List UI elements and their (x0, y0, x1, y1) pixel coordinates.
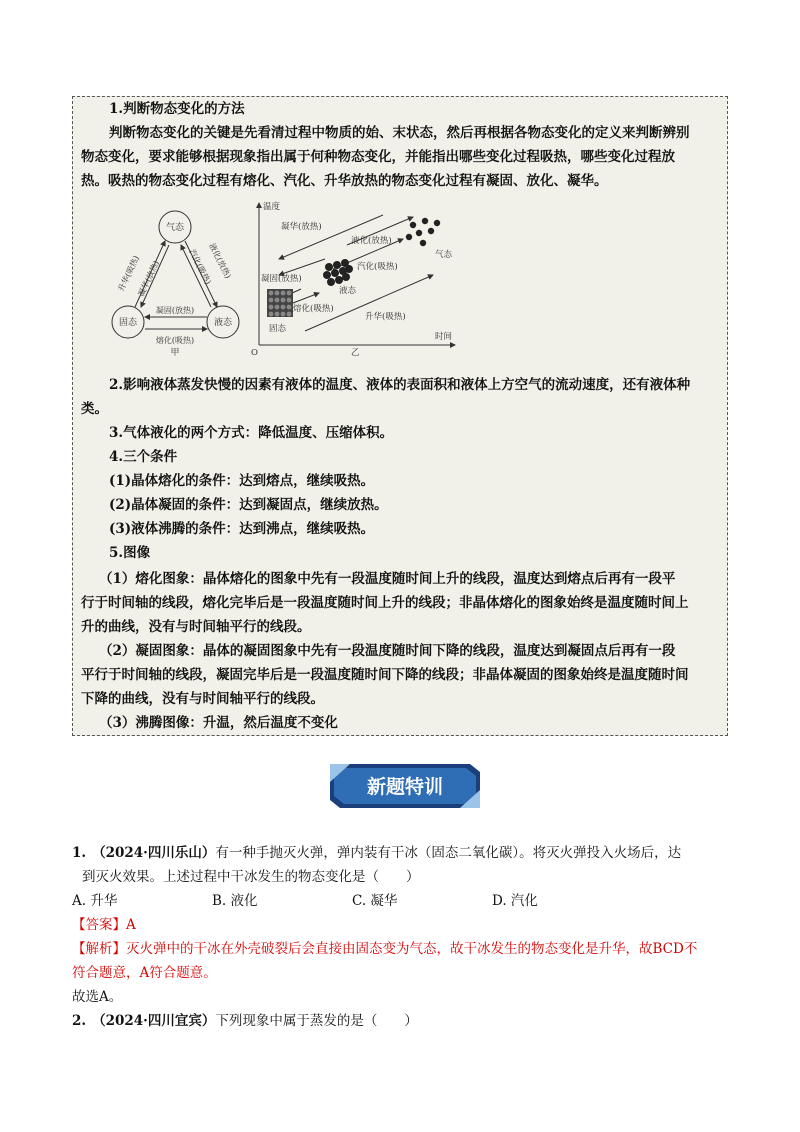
q1-answer: 【答案】A (72, 917, 136, 933)
caption-yi: 乙 (351, 348, 360, 357)
label-solid-yi: 固态 (269, 324, 287, 334)
x-axis-label: 时间 (435, 332, 453, 342)
q1-number: 1. (72, 845, 87, 861)
label-gas-yi: 气态 (435, 250, 453, 260)
graph1-line2: 行于时间轴的线段，熔化完毕后是一段温度随时间上升的线段；非晶体熔化的图象始终是温度随时间上 (81, 595, 689, 611)
label-liquid-yi: 液态 (339, 286, 357, 296)
graph2-line1: （2）凝固图象：晶体的凝固图象中先有一段温度随时间下降的线段，温度达到凝固点后再有一段 (99, 643, 676, 659)
label-sublimation-yi: 升华(吸热) (365, 312, 406, 322)
q1-conclusion: 故选A。 (72, 989, 123, 1005)
label-vaporization-jia: 汽化(吸热) (187, 247, 213, 286)
label-melting-jia: 熔化(吸热) (155, 336, 195, 345)
q1-option-c[interactable]: C. 凝华 (352, 893, 398, 909)
condition-solidification: (2)晶体凝固的条件：达到凝固点，继续放热。 (109, 497, 388, 513)
label-solidification-yi: 凝固(放热) (261, 274, 302, 284)
section-banner (330, 764, 480, 808)
diagram-jia (112, 211, 239, 357)
origin-label: O (251, 348, 258, 357)
q1-options (72, 893, 672, 909)
label-gas: 气态 (165, 223, 185, 233)
liquid-particles-icon (323, 259, 353, 286)
heading-method: 1.判断物态变化的方法 (109, 101, 245, 117)
graph1-line3: 升的曲线，没有与时间轴平行的线段。 (81, 619, 311, 635)
label-vaporization-yi: 汽化(吸热) (357, 262, 398, 272)
label-deposition-jia: 凝华(放热) (136, 259, 161, 298)
label-solid: 固态 (118, 318, 138, 328)
knowledge-summary-box (72, 96, 728, 736)
solid-particles-icon (267, 289, 293, 317)
q1-option-b[interactable]: B. 液化 (212, 893, 258, 909)
y-axis-label: 温度 (263, 202, 281, 212)
graph1-line1: （1）熔化图象：晶体熔化的图象中先有一段温度随时间上升的线段，温度达到熔点后再有一段平 (99, 571, 676, 587)
label-liquefaction-jia: 液化(放热) (207, 241, 233, 280)
q1-option-d[interactable]: D. 汽化 (492, 893, 538, 909)
graph2-line2: 平行于时间轴的线段，凝固完毕后是一段温度随时间下降的线段；非晶体凝固的图象始终是温度随时间 (81, 667, 689, 683)
item2-line1: 2.影响液体蒸发快慢的因素有液体的温度、液体的表面积和液体上方空气的流动速度，还有液体种 (109, 377, 691, 393)
diagram-yi (251, 201, 455, 357)
q2-number: 2. (72, 1013, 87, 1029)
gas-particles-icon (406, 218, 440, 246)
graph3: （3）沸腾图像：升温，然后温度不变化 (99, 715, 338, 731)
graph2-line3: 下降的曲线，没有与时间轴平行的线段。 (81, 691, 324, 707)
condition-boiling: (3)液体沸腾的条件：达到沸点，继续吸热。 (109, 521, 375, 537)
item3: 3.气体液化的两个方式：降低温度、压缩体积。 (109, 425, 394, 441)
banner-title: 新题特训 (366, 776, 444, 798)
q1-stem-line2: 到灭火效果。上述过程中干冰发生的物态变化是（ ） (82, 869, 420, 885)
q2-stem: 下列现象中属于蒸发的是（ ） (215, 1013, 418, 1029)
label-sublimation-jia: 升华(吸热) (116, 254, 141, 293)
para1-line3: 热。吸热的物态变化过程有熔化、汽化、升华放热的物态变化过程有凝固、放化、凝华。 (81, 173, 608, 189)
item5-heading: 5.图像 (109, 545, 151, 561)
label-liquefaction-yi: 液化(放热) (351, 236, 392, 246)
item4-heading: 4.三个条件 (109, 449, 178, 465)
para1-line2: 物态变化，要求能够根据现象指出属于何种物态变化，并能指出哪些变化过程吸热，哪些变化过程放 (81, 149, 675, 165)
q1-analysis-line1: 【解析】灭火弹中的干冰在外壳破裂后会直接由固态变为气态，故干冰发生的物态变化是升华，故BCD不 (72, 941, 698, 957)
condition-melting: (1)晶体熔化的条件：达到熔点，继续吸热。 (109, 473, 375, 489)
q1-analysis-line2: 符合题意，A符合题意。 (72, 965, 217, 981)
label-melting-yi: 熔化(吸热) (293, 304, 334, 314)
caption-jia: 甲 (170, 348, 180, 357)
q2-line1 (72, 1013, 418, 1029)
item2-line2: 类。 (81, 401, 108, 417)
q1-stem-line1: 有一种手抛灭火弹，弹内装有干冰（固态二氧化碳）。将灭火弹投入火场后，达 (215, 845, 682, 861)
label-deposition-yi: 凝华(放热) (281, 222, 322, 232)
state-change-diagrams (83, 197, 503, 357)
q1-line1 (72, 845, 681, 861)
label-solidification-jia: 凝固(放热) (155, 306, 195, 315)
q1-source: （2024·四川乐山） (92, 845, 216, 861)
para1-line1: 判断物态变化的关键是先看清过程中物质的始、末状态，然后再根据各物态变化的定义来判断辨别 (109, 125, 690, 141)
q2-source: （2024·四川宜宾） (92, 1013, 216, 1029)
label-liquid: 液态 (213, 318, 233, 328)
q1-option-a[interactable]: A. 升华 (72, 893, 118, 909)
